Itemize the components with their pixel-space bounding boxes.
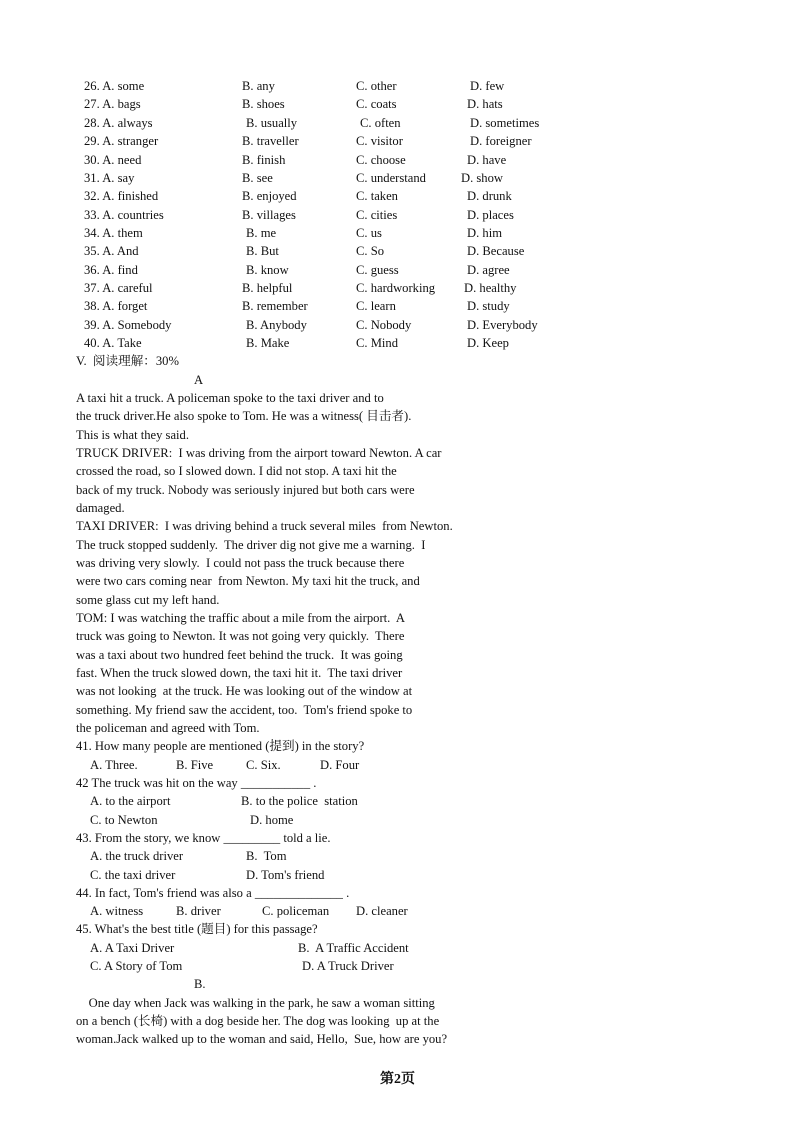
option-c: C. So <box>356 244 384 258</box>
option-row <box>84 187 604 205</box>
question-option: D. cleaner <box>356 904 408 918</box>
option-row <box>84 242 604 260</box>
option-b: B. helpful <box>242 281 293 295</box>
option-b: B. me <box>246 226 277 240</box>
option-row <box>84 297 604 315</box>
passage-line: woman.Jack walked up to the woman and said, Hello, Sue, how are you? <box>76 1032 448 1046</box>
option-a: 35. A. And <box>84 244 139 258</box>
option-a: 31. A. say <box>84 171 135 185</box>
option-row <box>84 334 604 352</box>
passage-line: crossed the road, so I slowed down. I did not stop. A taxi hit the <box>76 464 397 478</box>
passage-line: the truck driver.He also spoke to Tom. He was a witness( 目击者). <box>76 409 412 423</box>
option-b: B. any <box>242 79 275 93</box>
option-b: B. traveller <box>242 134 299 148</box>
section-heading: V. 阅读理解：30% <box>76 354 179 368</box>
option-d: D. study <box>467 299 510 313</box>
option-row <box>84 261 604 279</box>
option-b: B. finish <box>242 153 286 167</box>
passage-line: fast. When the truck slowed down, the taxi hit it. The taxi driver <box>76 666 403 680</box>
question-stem: 45. What's the best title (题目) for this passage? <box>76 922 318 936</box>
option-b: B. usually <box>246 116 298 130</box>
option-a: 33. A. countries <box>84 208 164 222</box>
option-a: 28. A. always <box>84 116 153 130</box>
question-option: A. to the airport <box>90 794 171 808</box>
option-d: D. him <box>467 226 502 240</box>
option-d: D. have <box>467 153 507 167</box>
question-option: D. home <box>250 813 294 827</box>
question-option: C. A Story of Tom <box>90 959 183 973</box>
option-c: C. guess <box>356 263 399 277</box>
question-option: B. driver <box>176 904 221 918</box>
option-b: B. see <box>242 171 273 185</box>
passage-line: truck was going to Newton. It was not going very quickly. There <box>76 629 405 643</box>
option-c: C. visitor <box>356 134 403 148</box>
passage-line: was a taxi about two hundred feet behind the truck. It was going <box>76 648 403 662</box>
option-row <box>84 114 604 132</box>
option-b: B. But <box>246 244 279 258</box>
passage-line: some glass cut my left hand. <box>76 593 220 607</box>
question-option: B. Five <box>176 758 214 772</box>
passage-line: The truck stopped suddenly. The driver dig not give me a warning. I <box>76 538 426 552</box>
option-c: C. taken <box>356 189 398 203</box>
passage-line: TAXI DRIVER: I was driving behind a truck several miles from Newton. <box>76 519 453 533</box>
question-option: C. Six. <box>246 758 281 772</box>
question-option: B. A Traffic Accident <box>298 941 409 955</box>
option-c: C. Mind <box>356 336 398 350</box>
passage-line: TRUCK DRIVER: I was driving from the airport toward Newton. A car <box>76 446 442 460</box>
option-b: B. remember <box>242 299 308 313</box>
question-stem: 44. In fact, Tom's friend was also a ______________ . <box>76 886 350 900</box>
option-row <box>84 224 604 242</box>
option-b: B. villages <box>242 208 296 222</box>
option-b: B. Make <box>246 336 290 350</box>
passage-line: back of my truck. Nobody was seriously injured but both cars were <box>76 483 415 497</box>
passage-line: was not looking at the truck. He was looking out of the window at <box>76 684 413 698</box>
option-d: D. healthy <box>464 281 517 295</box>
question-stem: 43. From the story, we know _________ told a lie. <box>76 831 331 845</box>
option-row <box>84 169 604 187</box>
option-d: D. Keep <box>467 336 509 350</box>
passage-line: the policeman and agreed with Tom. <box>76 721 260 735</box>
question-option: C. to Newton <box>90 813 158 827</box>
option-a: 29. A. stranger <box>84 134 159 148</box>
question-option: B. to the police station <box>241 794 358 808</box>
passage-line: damaged. <box>76 501 125 515</box>
option-c: C. understand <box>356 171 426 185</box>
option-a: 32. A. finished <box>84 189 159 203</box>
question-stem: 41. How many people are mentioned (提到) in the story? <box>76 739 365 753</box>
option-d: D. agree <box>467 263 510 277</box>
option-c: C. choose <box>356 153 406 167</box>
option-c: C. hardworking <box>356 281 436 295</box>
option-d: D. sometimes <box>470 116 540 130</box>
option-row <box>84 77 604 95</box>
question-stem: 42 The truck was hit on the way ___________ . <box>76 776 317 790</box>
option-row <box>84 279 604 297</box>
passage-line: This is what they said. <box>76 428 189 442</box>
option-b: B. know <box>246 263 289 277</box>
option-d: D. places <box>467 208 514 222</box>
option-c: C. other <box>356 79 397 93</box>
option-d: D. show <box>461 171 503 185</box>
option-d: D. foreigner <box>470 134 532 148</box>
option-c: C. often <box>360 116 401 130</box>
option-a: 36. A. find <box>84 263 138 277</box>
option-a: 26. A. some <box>84 79 145 93</box>
option-b: B. enjoyed <box>242 189 297 203</box>
passage-line: were two cars coming near from Newton. My taxi hit the truck, and <box>76 574 420 588</box>
question-option: C. the taxi driver <box>90 868 176 882</box>
question-option: A. Three. <box>90 758 138 772</box>
passage-line: A taxi hit a truck. A policeman spoke to the taxi driver and to <box>76 391 384 405</box>
option-row <box>84 206 604 224</box>
page-number: 第2页 <box>380 1072 415 1087</box>
option-d: D. hats <box>467 97 503 111</box>
option-d: D. drunk <box>467 189 512 203</box>
option-row <box>84 151 604 169</box>
passage-label: A <box>194 373 204 387</box>
question-option: C. policeman <box>262 904 330 918</box>
option-c: C. us <box>356 226 382 240</box>
option-row <box>84 95 604 113</box>
question-option: B. Tom <box>246 849 287 863</box>
option-b: B. Anybody <box>246 318 307 332</box>
option-a: 40. A. Take <box>84 336 142 350</box>
option-a: 38. A. forget <box>84 299 148 313</box>
option-a: 34. A. them <box>84 226 143 240</box>
passage-line: TOM: I was watching the traffic about a mile from the airport. A <box>76 611 405 625</box>
passage-line: One day when Jack was walking in the park, he saw a woman sitting <box>76 996 435 1010</box>
option-c: C. coats <box>356 97 397 111</box>
passage-label: B. <box>194 977 206 991</box>
option-a: 39. A. Somebody <box>84 318 172 332</box>
option-c: C. learn <box>356 299 396 313</box>
question-option: D. Four <box>320 758 360 772</box>
option-row <box>84 316 604 334</box>
question-option: A. witness <box>90 904 144 918</box>
option-c: C. cities <box>356 208 398 222</box>
question-option: D. Tom's friend <box>246 868 325 882</box>
option-d: D. Because <box>467 244 525 258</box>
passage-line: was driving very slowly. I could not pass the truck because there <box>76 556 405 570</box>
passage-line: something. My friend saw the accident, too. Tom's friend spoke to <box>76 703 413 717</box>
passage-line: on a bench (长椅) with a dog beside her. The dog was looking up at the <box>76 1014 440 1028</box>
option-b: B. shoes <box>242 97 285 111</box>
question-option: A. A Taxi Driver <box>90 941 175 955</box>
option-d: D. few <box>470 79 505 93</box>
option-c: C. Nobody <box>356 318 412 332</box>
option-row <box>84 132 604 150</box>
option-a: 30. A. need <box>84 153 142 167</box>
question-option: A. the truck driver <box>90 849 184 863</box>
question-option: D. A Truck Driver <box>302 959 394 973</box>
option-a: 37. A. careful <box>84 281 153 295</box>
option-a: 27. A. bags <box>84 97 141 111</box>
option-d: D. Everybody <box>467 318 538 332</box>
